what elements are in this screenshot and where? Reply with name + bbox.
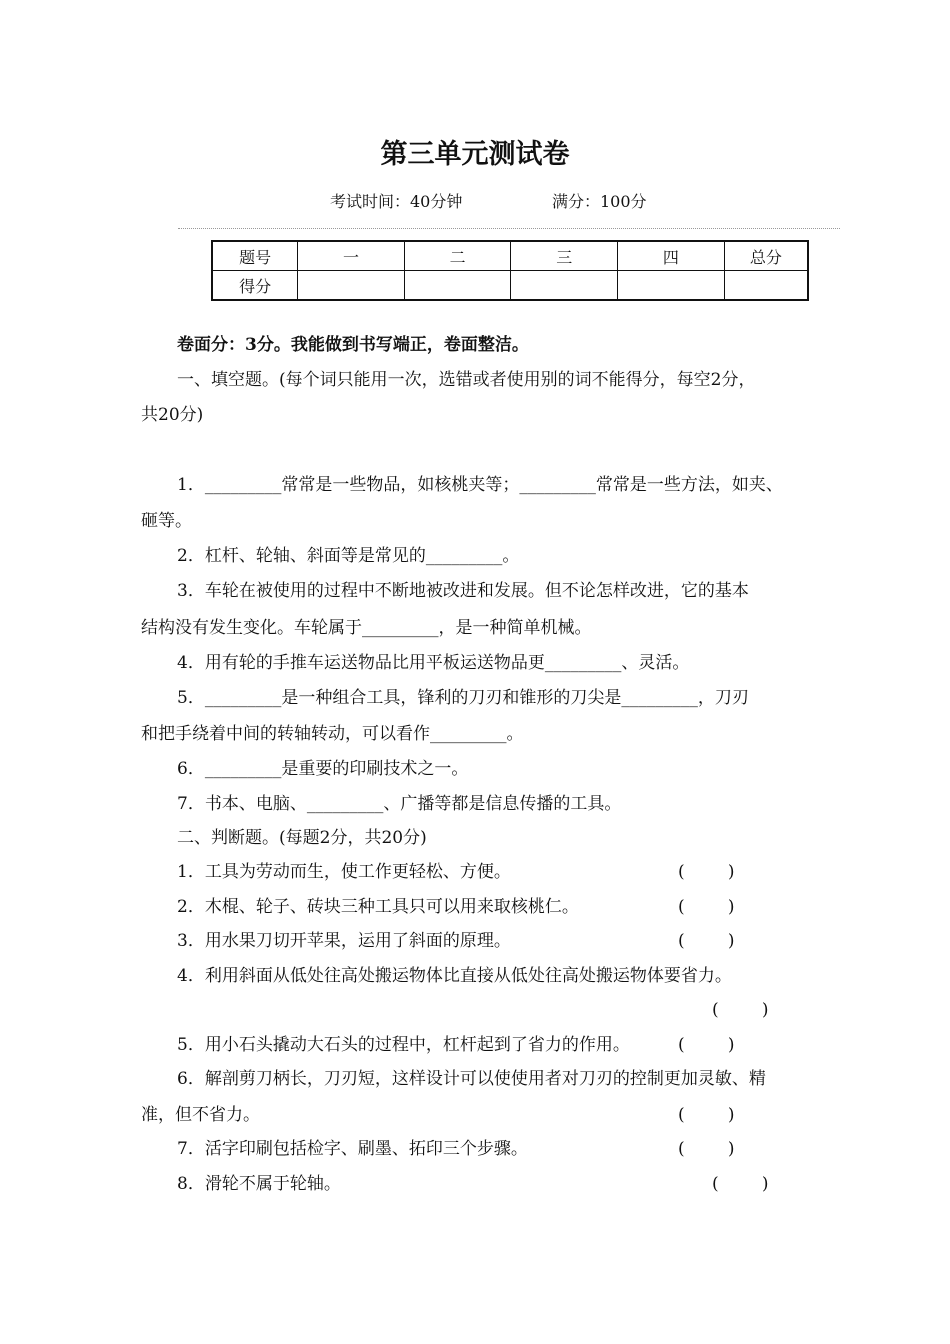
fill-question-7: 7．书本、电脑、_________、广播等都是信息传播的工具。 [177,794,622,814]
fill-question-5-cont: 和把手绕着中间的转轴转动，可以看作_________。 [141,724,524,744]
answer-parentheses[interactable]: ( ) [678,1105,735,1125]
fill-question-3: 3．车轮在被使用的过程中不断地被改进和发展。但不论怎样改进，它的基本 [177,581,749,601]
neatness-note: 卷面分：3分。我能做到书写端正，卷面整洁。 [177,335,529,355]
score-cell[interactable] [724,271,808,301]
score-table-score-row [212,271,808,301]
judge-question-6: 6．解剖剪刀柄长，刀刃短，这样设计可以使使用者对刀刃的控制更加灵敏、精 [177,1069,766,1089]
score-table-header-cell: 三 [511,241,618,271]
judge-question-6-cont: 准，但不省力。 [141,1105,260,1125]
answer-parentheses[interactable]: ( ) [678,1035,735,1055]
judge-question-4: 4．利用斜面从低处往高处搬运物体比直接从低处往高处搬运物体要省力。 [177,966,732,986]
score-table-header-cell: 二 [404,241,511,271]
score-table-header-cell: 一 [298,241,405,271]
exam-time: 考试时间：40分钟 [330,192,463,211]
score-table-header-row [212,241,808,271]
fill-question-5: 5．_________是一种组合工具，锋利的刀刃和锥形的刀尖是_________，刀刃 [177,688,749,708]
fill-question-3-cont: 结构没有发生变化。车轮属于_________，是一种简单机械。 [141,618,592,638]
judge-question-3: 3．用水果刀切开苹果，运用了斜面的原理。 [177,931,511,951]
score-row-label: 得分 [212,271,298,301]
answer-parentheses[interactable]: ( ) [678,897,735,917]
fill-question-2: 2．杠杆、轮轴、斜面等是常见的_________。 [177,546,520,566]
score-cell[interactable] [404,271,511,301]
fill-question-4: 4．用有轮的手推车运送物品比用平板运送物品更_________、灵活。 [177,653,690,673]
fill-question-6: 6．_________是重要的印刷技术之一。 [177,759,469,779]
answer-parentheses[interactable]: ( ) [678,862,735,882]
answer-parentheses[interactable]: ( ) [678,1139,735,1159]
answer-parentheses[interactable]: ( ) [712,1174,769,1194]
judge-question-1: 1．工具为劳动而生，使工作更轻松、方便。 [177,862,511,882]
answer-parentheses[interactable]: ( ) [712,1000,769,1020]
score-table [211,240,809,301]
score-table-header-cell: 总分 [724,241,808,271]
section1-heading: 一、填空题。(每个词只能用一次，选错或者使用别的词不能得分，每空2分， [177,370,756,390]
judge-question-7: 7．活字印刷包括检字、刷墨、拓印三个步骤。 [177,1139,528,1159]
section2-heading: 二、判断题。(每题2分，共20分) [177,828,427,848]
score-cell[interactable] [618,271,725,301]
section1-heading-cont: 共20分) [141,405,204,425]
score-cell[interactable] [298,271,405,301]
answer-parentheses[interactable]: ( ) [678,931,735,951]
page-title: 第三单元测试卷 [380,139,570,170]
full-score: 满分：100分 [552,192,647,211]
judge-question-8: 8．滑轮不属于轮轴。 [177,1174,341,1194]
judge-question-5: 5．用小石头撬动大石头的过程中，杠杆起到了省力的作用。 [177,1035,630,1055]
judge-question-2: 2．木棍、轮子、砖块三种工具只可以用来取核桃仁。 [177,897,579,917]
fill-question-1: 1．_________常常是一些物品，如核桃夹等；_________常常是一些方法，如夹、 [177,475,783,495]
dotted-divider [178,228,840,229]
score-table-header-cell: 题号 [212,241,298,271]
fill-question-1-cont: 砸等。 [141,511,192,531]
score-cell[interactable] [511,271,618,301]
score-table-header-cell: 四 [618,241,725,271]
